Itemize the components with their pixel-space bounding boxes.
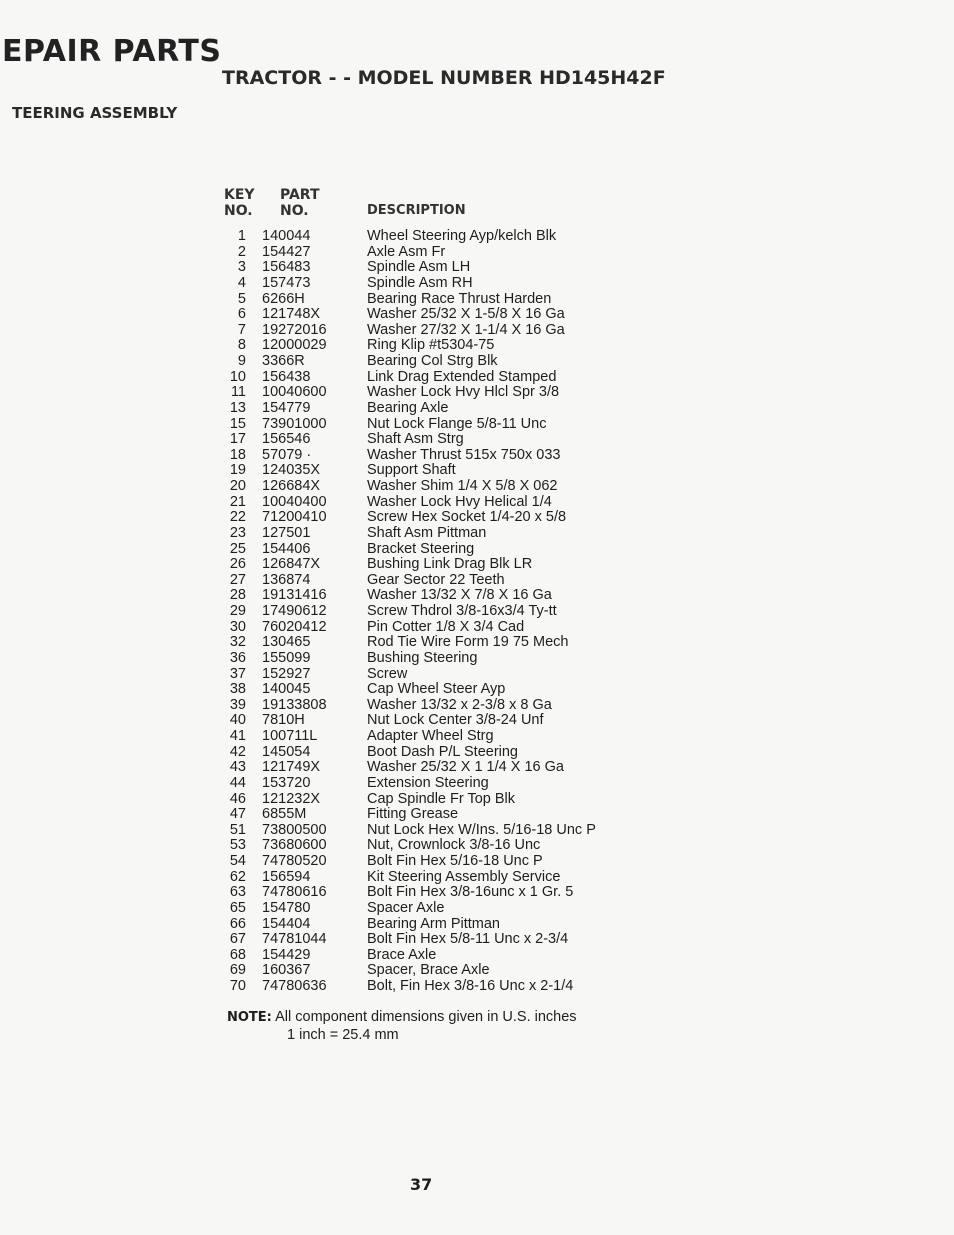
part-description: Screw Hex Socket 1/4-20 x 5/8 bbox=[367, 509, 567, 526]
table-row bbox=[0, 448, 954, 464]
key-number: 67 bbox=[229, 931, 246, 948]
note-text-line2: 1 inch = 25.4 mm bbox=[287, 1027, 399, 1043]
part-description: Bushing Link Drag Blk LR bbox=[367, 556, 533, 573]
part-description: Bearing Arm Pittman bbox=[367, 915, 500, 932]
part-description: Shaft Asm Pittman bbox=[367, 524, 487, 541]
table-row bbox=[0, 417, 954, 433]
key-number: 28 bbox=[229, 587, 246, 604]
key-number-header bbox=[224, 187, 255, 219]
key-number: 38 bbox=[229, 681, 246, 698]
part-description: Screw bbox=[367, 665, 408, 682]
table-row bbox=[0, 979, 954, 995]
part-description: Nut Lock Center 3/8-24 Unf bbox=[367, 712, 544, 729]
part-description: Bolt, Fin Hex 3/8-16 Unc x 2-1/4 bbox=[367, 978, 574, 994]
part-description: Kit Steering Assembly Service bbox=[367, 868, 561, 885]
key-number: 5 bbox=[237, 290, 246, 307]
table-row bbox=[0, 542, 954, 558]
key-number: 40 bbox=[229, 712, 246, 729]
part-number: 3366R bbox=[262, 353, 305, 369]
table-row bbox=[0, 776, 954, 792]
part-number: 121748X bbox=[262, 306, 321, 323]
key-number: 30 bbox=[229, 618, 246, 635]
part-number: 57079 · bbox=[262, 446, 312, 463]
part-description: Nut, Crownlock 3/8-16 Unc bbox=[367, 837, 541, 854]
table-row bbox=[0, 292, 954, 308]
part-number: 154427 bbox=[262, 243, 311, 260]
part-number: 71200410 bbox=[262, 509, 327, 526]
part-description: Bolt Fin Hex 5/8-11 Unc x 2-3/4 bbox=[367, 931, 569, 948]
part-header-line2: NO. bbox=[280, 203, 309, 219]
key-header-line2: NO. bbox=[224, 203, 253, 219]
table-row bbox=[0, 604, 954, 620]
part-number: 145054 bbox=[262, 743, 311, 760]
key-number: 70 bbox=[229, 978, 246, 994]
part-description: Washer 25/32 X 1 1/4 X 16 Ga bbox=[367, 759, 564, 776]
part-description: Boot Dash P/L Steering bbox=[367, 743, 518, 760]
table-row bbox=[0, 463, 954, 479]
part-description: Ring Klip #t5304-75 bbox=[367, 337, 495, 354]
table-row bbox=[0, 510, 954, 526]
key-number: 23 bbox=[229, 524, 246, 541]
table-row bbox=[0, 260, 954, 276]
part-description: Bushing Steering bbox=[367, 649, 478, 666]
part-description: Nut Lock Hex W/Ins. 5/16-18 Unc P bbox=[367, 821, 596, 838]
key-number: 11 bbox=[230, 384, 246, 401]
part-description: Spacer, Brace Axle bbox=[367, 962, 490, 979]
key-number: 15 bbox=[229, 415, 246, 432]
part-description: Washer 25/32 X 1-5/8 X 16 Ga bbox=[367, 306, 565, 323]
part-description: Brace Axle bbox=[367, 946, 437, 963]
part-description: Washer Thrust 515x 750x 033 bbox=[367, 446, 561, 463]
key-number: 43 bbox=[229, 759, 246, 776]
part-description: Link Drag Extended Stamped bbox=[367, 368, 557, 385]
key-number: 2 bbox=[237, 243, 246, 260]
part-number: 140045 bbox=[262, 681, 311, 698]
part-number: 156483 bbox=[262, 259, 311, 276]
part-number: 156438 bbox=[262, 368, 311, 385]
table-row bbox=[0, 870, 954, 886]
table-row bbox=[0, 729, 954, 745]
part-description: Spindle Asm RH bbox=[367, 274, 473, 291]
model-subtitle: TRACTOR - - MODEL NUMBER HD145H42F bbox=[222, 67, 666, 89]
table-row bbox=[0, 307, 954, 323]
table-row bbox=[0, 792, 954, 808]
key-number: 53 bbox=[229, 837, 246, 854]
key-number: 42 bbox=[229, 743, 246, 760]
key-number: 19 bbox=[229, 462, 246, 479]
part-description: Screw Thdrol 3/8-16x3/4 Ty-tt bbox=[367, 603, 557, 619]
key-number: 68 bbox=[229, 946, 246, 963]
part-number: 10040600 bbox=[262, 384, 327, 401]
key-number: 51 bbox=[229, 821, 246, 838]
key-number: 36 bbox=[229, 649, 246, 666]
table-row bbox=[0, 573, 954, 589]
part-number: 19272016 bbox=[262, 321, 327, 338]
table-row bbox=[0, 323, 954, 339]
table-row bbox=[0, 370, 954, 386]
table-row bbox=[0, 854, 954, 870]
part-description: Washer 13/32 x 2-3/8 x 8 Ga bbox=[367, 696, 552, 713]
part-number: 154780 bbox=[262, 899, 311, 916]
table-row bbox=[0, 713, 954, 729]
section-title: TEERING ASSEMBLY bbox=[12, 104, 178, 122]
description-header: DESCRIPTION bbox=[367, 203, 466, 218]
part-description: Spacer Axle bbox=[367, 899, 445, 916]
part-description: Shaft Asm Strg bbox=[367, 431, 464, 448]
key-number: 29 bbox=[229, 603, 246, 619]
part-number: 152927 bbox=[262, 665, 311, 682]
part-number: 157473 bbox=[262, 274, 311, 291]
key-number: 62 bbox=[229, 868, 246, 885]
part-number: 76020412 bbox=[262, 618, 327, 635]
page-title: EPAIR PARTS bbox=[2, 34, 222, 69]
page-number: 37 bbox=[410, 1175, 433, 1194]
table-row bbox=[0, 807, 954, 823]
part-number: 17490612 bbox=[262, 603, 327, 619]
part-number: 74780616 bbox=[262, 884, 327, 901]
part-number: 19133808 bbox=[262, 696, 327, 713]
key-number: 32 bbox=[229, 634, 246, 651]
part-description: Washer 27/32 X 1-1/4 X 16 Ga bbox=[367, 321, 565, 338]
table-row bbox=[0, 354, 954, 370]
table-row bbox=[0, 885, 954, 901]
part-description: Bolt Fin Hex 5/16-18 Unc P bbox=[367, 853, 543, 869]
key-number: 6 bbox=[237, 306, 246, 323]
table-row bbox=[0, 401, 954, 417]
part-description: Washer 13/32 X 7/8 X 16 Ga bbox=[367, 587, 552, 604]
part-description: Bearing Axle bbox=[367, 399, 449, 416]
part-number: 74780520 bbox=[262, 853, 327, 869]
table-row bbox=[0, 245, 954, 261]
part-description: Adapter Wheel Strg bbox=[367, 728, 494, 744]
part-number: 136874 bbox=[262, 571, 311, 588]
part-number: 10040400 bbox=[262, 493, 327, 510]
key-number: 46 bbox=[229, 790, 246, 807]
part-number: 160367 bbox=[262, 962, 311, 979]
table-row bbox=[0, 917, 954, 933]
key-number: 69 bbox=[229, 962, 246, 979]
part-description: Washer Lock Hvy Hlcl Spr 3/8 bbox=[367, 384, 560, 401]
part-description: Wheel Steering Ayp/kelch Blk bbox=[367, 228, 557, 244]
part-description: Bracket Steering bbox=[367, 540, 475, 557]
table-row bbox=[0, 588, 954, 604]
table-row bbox=[0, 760, 954, 776]
key-number: 66 bbox=[229, 915, 246, 932]
table-row bbox=[0, 432, 954, 448]
part-number-header bbox=[280, 187, 320, 219]
part-header-line1: PART bbox=[280, 187, 320, 203]
table-row bbox=[0, 526, 954, 542]
key-number: 22 bbox=[229, 509, 246, 526]
table-row bbox=[0, 651, 954, 667]
part-description: Bolt Fin Hex 3/8-16unc x 1 Gr. 5 bbox=[367, 884, 574, 901]
part-number: 127501 bbox=[262, 524, 311, 541]
note-text-line1: All component dimensions given in U.S. inches bbox=[275, 1009, 577, 1025]
key-number: 25 bbox=[229, 540, 246, 557]
table-row bbox=[0, 682, 954, 698]
table-row bbox=[0, 948, 954, 964]
key-number: 1 bbox=[237, 228, 246, 244]
part-number: 153720 bbox=[262, 774, 311, 791]
parts-table bbox=[0, 229, 954, 995]
table-row bbox=[0, 338, 954, 354]
part-description: Washer Lock Hvy Helical 1/4 bbox=[367, 493, 552, 510]
table-row bbox=[0, 823, 954, 839]
key-number: 26 bbox=[229, 556, 246, 573]
part-number: 126847X bbox=[262, 556, 321, 573]
table-row bbox=[0, 698, 954, 714]
part-number: 121232X bbox=[262, 790, 321, 807]
part-number: 19131416 bbox=[262, 587, 327, 604]
part-number: 140044 bbox=[262, 228, 311, 244]
key-number: 39 bbox=[229, 696, 246, 713]
table-row bbox=[0, 276, 954, 292]
key-number: 63 bbox=[229, 884, 246, 901]
key-number: 4 bbox=[237, 274, 246, 291]
table-row bbox=[0, 838, 954, 854]
part-number: 73800500 bbox=[262, 821, 327, 838]
part-number: 6266H bbox=[262, 290, 305, 307]
part-number: 155099 bbox=[262, 649, 311, 666]
table-row bbox=[0, 620, 954, 636]
key-number: 37 bbox=[229, 665, 246, 682]
part-number: 154406 bbox=[262, 540, 311, 557]
part-description: Rod Tie Wire Form 19 75 Mech bbox=[367, 634, 569, 651]
part-number: 6855M bbox=[262, 806, 307, 823]
key-number: 8 bbox=[237, 337, 246, 354]
part-description: Bearing Col Strg Blk bbox=[367, 353, 498, 369]
part-description: Support Shaft bbox=[367, 462, 456, 479]
key-number: 54 bbox=[229, 853, 246, 869]
key-number: 10 bbox=[229, 368, 246, 385]
part-description: Washer Shim 1/4 X 5/8 X 062 bbox=[367, 478, 558, 494]
table-row bbox=[0, 635, 954, 651]
key-number: 3 bbox=[237, 259, 246, 276]
part-number: 126684X bbox=[262, 478, 321, 494]
part-number: 130465 bbox=[262, 634, 311, 651]
key-number: 41 bbox=[229, 728, 246, 744]
part-number: 154779 bbox=[262, 399, 311, 416]
table-row bbox=[0, 557, 954, 573]
part-number: 74781044 bbox=[262, 931, 327, 948]
key-number: 65 bbox=[229, 899, 246, 916]
note bbox=[227, 1009, 577, 1026]
key-header-line1: KEY bbox=[224, 187, 255, 203]
part-description: Axle Asm Fr bbox=[367, 243, 446, 260]
key-number: 20 bbox=[229, 478, 246, 494]
part-description: Fitting Grease bbox=[367, 806, 459, 823]
key-number: 7 bbox=[237, 321, 246, 338]
table-row bbox=[0, 385, 954, 401]
part-number: 124035X bbox=[262, 462, 321, 479]
part-description: Gear Sector 22 Teeth bbox=[367, 571, 505, 588]
part-number: 73680600 bbox=[262, 837, 327, 854]
table-row bbox=[0, 963, 954, 979]
table-row bbox=[0, 901, 954, 917]
part-number: 74780636 bbox=[262, 978, 327, 994]
key-number: 27 bbox=[229, 571, 246, 588]
key-number: 47 bbox=[229, 806, 246, 823]
part-number: 7810H bbox=[262, 712, 305, 729]
key-number: 9 bbox=[237, 353, 246, 369]
part-number: 121749X bbox=[262, 759, 321, 776]
table-row bbox=[0, 229, 954, 245]
part-number: 100711L bbox=[262, 728, 318, 744]
part-number: 73901000 bbox=[262, 415, 327, 432]
part-description: Cap Spindle Fr Top Blk bbox=[367, 790, 516, 807]
key-number: 18 bbox=[229, 446, 246, 463]
part-description: Bearing Race Thrust Harden bbox=[367, 290, 552, 307]
part-description: Pin Cotter 1/8 X 3/4 Cad bbox=[367, 618, 525, 635]
table-row bbox=[0, 495, 954, 511]
table-row bbox=[0, 479, 954, 495]
key-number: 13 bbox=[229, 399, 246, 416]
part-number: 12000029 bbox=[262, 337, 327, 354]
part-description: Spindle Asm LH bbox=[367, 259, 471, 276]
table-row bbox=[0, 667, 954, 683]
table-row bbox=[0, 745, 954, 761]
part-description: Cap Wheel Steer Ayp bbox=[367, 681, 506, 698]
key-number: 17 bbox=[229, 431, 246, 448]
note-label: NOTE: bbox=[227, 1010, 272, 1025]
key-number: 44 bbox=[229, 774, 246, 791]
part-number: 154404 bbox=[262, 915, 311, 932]
table-row bbox=[0, 932, 954, 948]
key-number: 21 bbox=[229, 493, 246, 510]
part-description: Nut Lock Flange 5/8-11 Unc bbox=[367, 415, 547, 432]
part-number: 156594 bbox=[262, 868, 311, 885]
part-number: 154429 bbox=[262, 946, 311, 963]
part-number: 156546 bbox=[262, 431, 311, 448]
part-description: Extension Steering bbox=[367, 774, 489, 791]
